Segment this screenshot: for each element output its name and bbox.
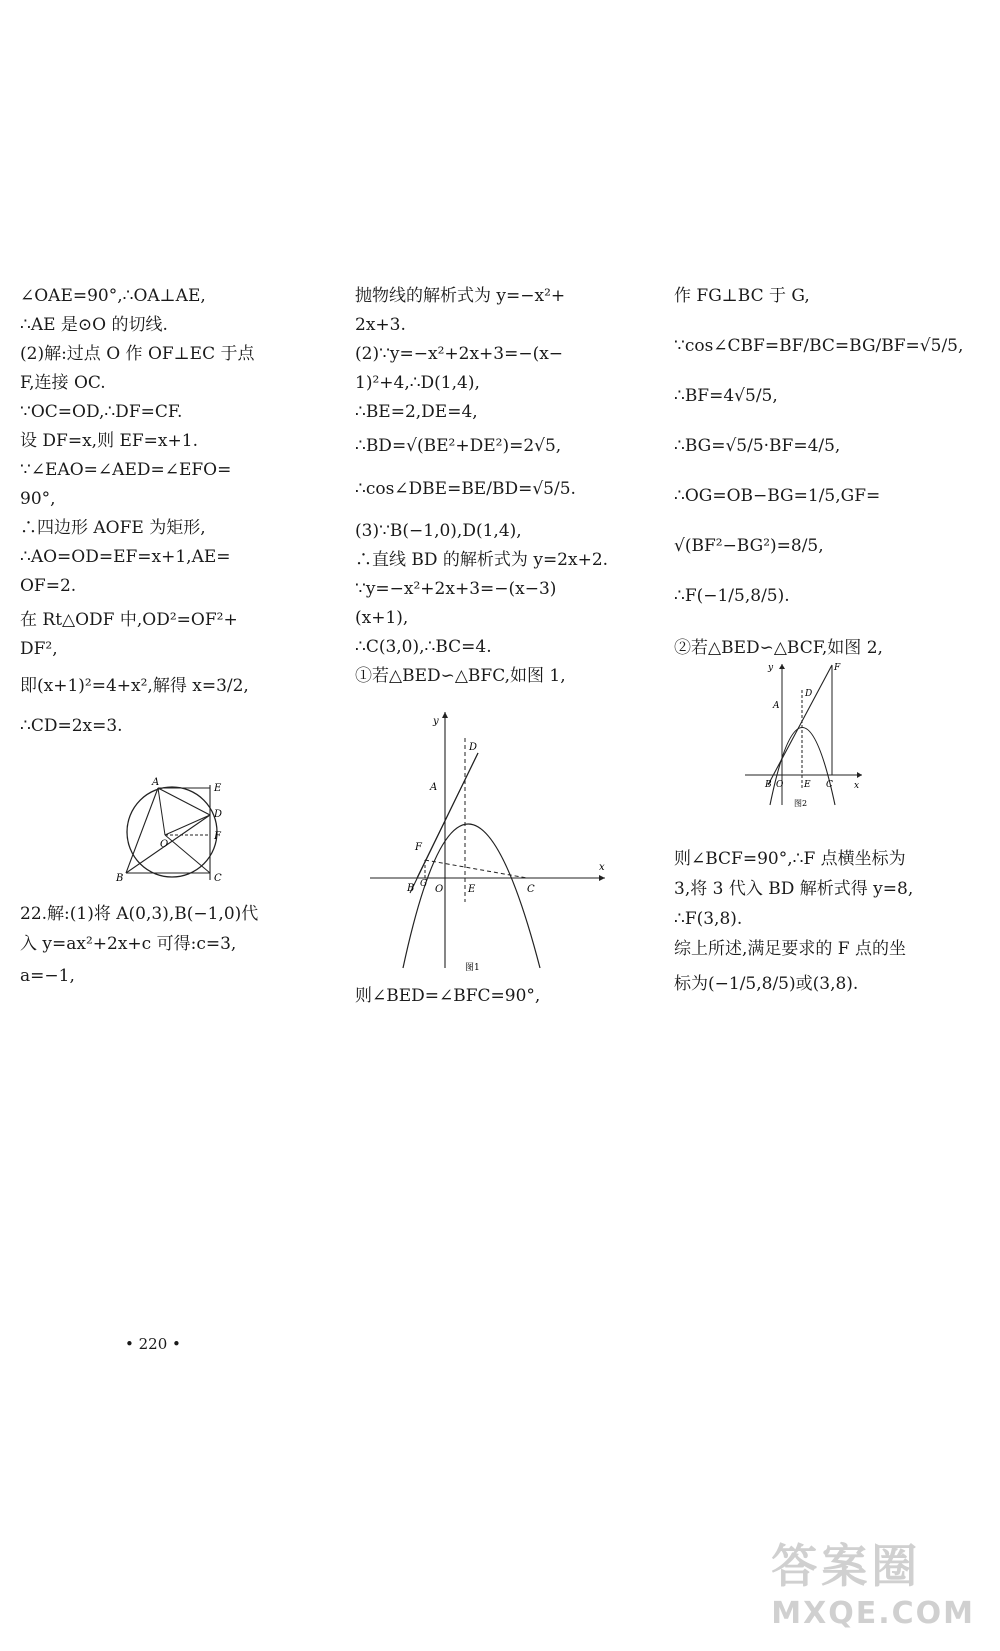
text-line: 标为(−1/5,8/5)或(3,8). xyxy=(674,974,859,994)
segment-oc xyxy=(165,835,210,873)
text-line: ∴C(3,0),∴BC=4. xyxy=(355,637,492,657)
segment-ab xyxy=(126,788,158,873)
text-line: ∴F(−1/5,8/5). xyxy=(674,586,790,606)
text-line: ∵OC=OD,∴DF=CF. xyxy=(20,402,183,422)
parabola-figure-2 xyxy=(740,660,865,810)
label-e: E xyxy=(214,783,222,794)
text-line: ①若△BED∽△BFC,如图 1, xyxy=(355,666,566,686)
text-line: ∴BF=4√5/5, xyxy=(674,386,778,406)
text-line: 则∠BCF=90°,∴F 点横坐标为 xyxy=(674,849,906,869)
text-line: 作 FG⊥BC 于 G, xyxy=(674,286,810,306)
segment-ao xyxy=(158,788,165,835)
text-line: 即(x+1)²=4+x²,解得 x=3/2, xyxy=(20,676,249,696)
figure-caption: 图2 xyxy=(794,799,808,808)
label-f: F xyxy=(415,842,422,853)
label-c: C xyxy=(826,780,833,790)
text-line: ∠OAE=90°,∴OA⊥AE, xyxy=(20,286,206,306)
text-line: (2)解:过点 O 作 OF⊥EC 于点 xyxy=(20,344,255,364)
label-d: D xyxy=(469,742,478,753)
text-line: (x+1), xyxy=(355,608,409,628)
label-d: D xyxy=(805,689,813,699)
label-c: C xyxy=(214,873,222,884)
text-line: 1)²+4,∴D(1,4), xyxy=(355,373,480,393)
text-line: ∵cos∠CBF=BF/BC=BG/BF=√5/5, xyxy=(674,336,964,356)
text-line: ∴BE=2,DE=4, xyxy=(355,402,478,422)
label-c: C xyxy=(527,884,535,895)
label-b: B xyxy=(765,780,772,790)
watermark-title: 答案圈 xyxy=(771,1539,922,1593)
label-y: y xyxy=(433,716,439,727)
segment-fc xyxy=(425,860,527,878)
watermark-url: MXQE.COM xyxy=(771,1596,975,1631)
segment-ad xyxy=(158,788,210,815)
text-line: (2)∵y=−x²+2x+3=−(x− xyxy=(355,344,564,364)
text-line: 22.解:(1)将 A(0,3),B(−1,0)代 xyxy=(20,904,259,924)
text-line: ∴AE 是⊙O 的切线. xyxy=(20,315,168,335)
label-a: A xyxy=(430,782,438,793)
text-line: ∵∠EAO=∠AED=∠EFO= xyxy=(20,460,232,480)
label-e: E xyxy=(804,780,811,790)
circle-figure xyxy=(110,777,240,885)
text-line: √(BF²−BG²)=8/5, xyxy=(674,536,824,556)
label-f: F xyxy=(214,831,221,842)
text-line: ∴OG=OB−BG=1/5,GF= xyxy=(674,486,881,506)
text-line: ∴F(3,8). xyxy=(674,909,743,929)
parabola-figure-1 xyxy=(365,710,610,975)
segment-od xyxy=(165,815,210,835)
text-line: 抛物线的解析式为 y=−x²+ xyxy=(355,286,566,306)
label-x: x xyxy=(854,781,860,791)
text-line: ∴AO=OD=EF=x+1,AE= xyxy=(20,547,231,567)
text-line: 3,将 3 代入 BD 解析式得 y=8, xyxy=(674,879,914,899)
text-line: ∴BD=√(BE²+DE²)=2√5, xyxy=(355,436,562,456)
label-e: E xyxy=(468,884,476,895)
label-x: x xyxy=(599,862,605,873)
text-line: (3)∵B(−1,0),D(1,4), xyxy=(355,521,522,541)
text-line: 90°, xyxy=(20,489,56,509)
text-line: 则∠BED=∠BFC=90°, xyxy=(355,986,541,1006)
label-f: F xyxy=(834,663,841,673)
parabola-curve xyxy=(403,824,540,968)
text-line: ∴cos∠DBE=BE/BD=√5/5. xyxy=(355,479,576,499)
line-bf xyxy=(768,665,832,785)
watermark xyxy=(771,1530,975,1631)
text-line: 综上所述,满足要求的 F 点的坐 xyxy=(674,939,907,959)
text-line: 设 DF=x,则 EF=x+1. xyxy=(20,431,198,451)
text-line: OF=2. xyxy=(20,576,77,596)
label-g: G xyxy=(420,879,428,889)
page-number: • 220 • xyxy=(125,1335,181,1353)
text-line: ∴BG=√5/5·BF=4/5, xyxy=(674,436,841,456)
text-line: DF², xyxy=(20,639,58,659)
text-line: 2x+3. xyxy=(355,315,406,335)
label-b: B xyxy=(116,873,124,884)
label-y: y xyxy=(768,663,774,673)
text-line: 在 Rt△ODF 中,OD²=OF²+ xyxy=(20,610,238,630)
text-line: ∴CD=2x=3. xyxy=(20,716,123,736)
label-d: D xyxy=(214,809,223,820)
label-a: A xyxy=(152,777,160,788)
text-line: ∴直线 BD 的解析式为 y=2x+2. xyxy=(355,550,609,570)
label-a: A xyxy=(773,701,780,711)
label-o: O xyxy=(776,780,784,790)
text-line: F,连接 OC. xyxy=(20,373,106,393)
text-line: 入 y=ax²+2x+c 可得:c=3, xyxy=(20,934,237,954)
text-line: ②若△BED∽△BCF,如图 2, xyxy=(674,638,883,658)
label-o: O xyxy=(160,839,169,850)
text-line: ∵y=−x²+2x+3=−(x−3) xyxy=(355,579,557,599)
label-b: B xyxy=(407,883,415,894)
label-o: O xyxy=(435,884,444,895)
text-line: ∴四边形 AOFE 为矩形, xyxy=(20,518,206,538)
figure-caption: 图1 xyxy=(465,963,480,973)
text-line: a=−1, xyxy=(20,966,75,986)
